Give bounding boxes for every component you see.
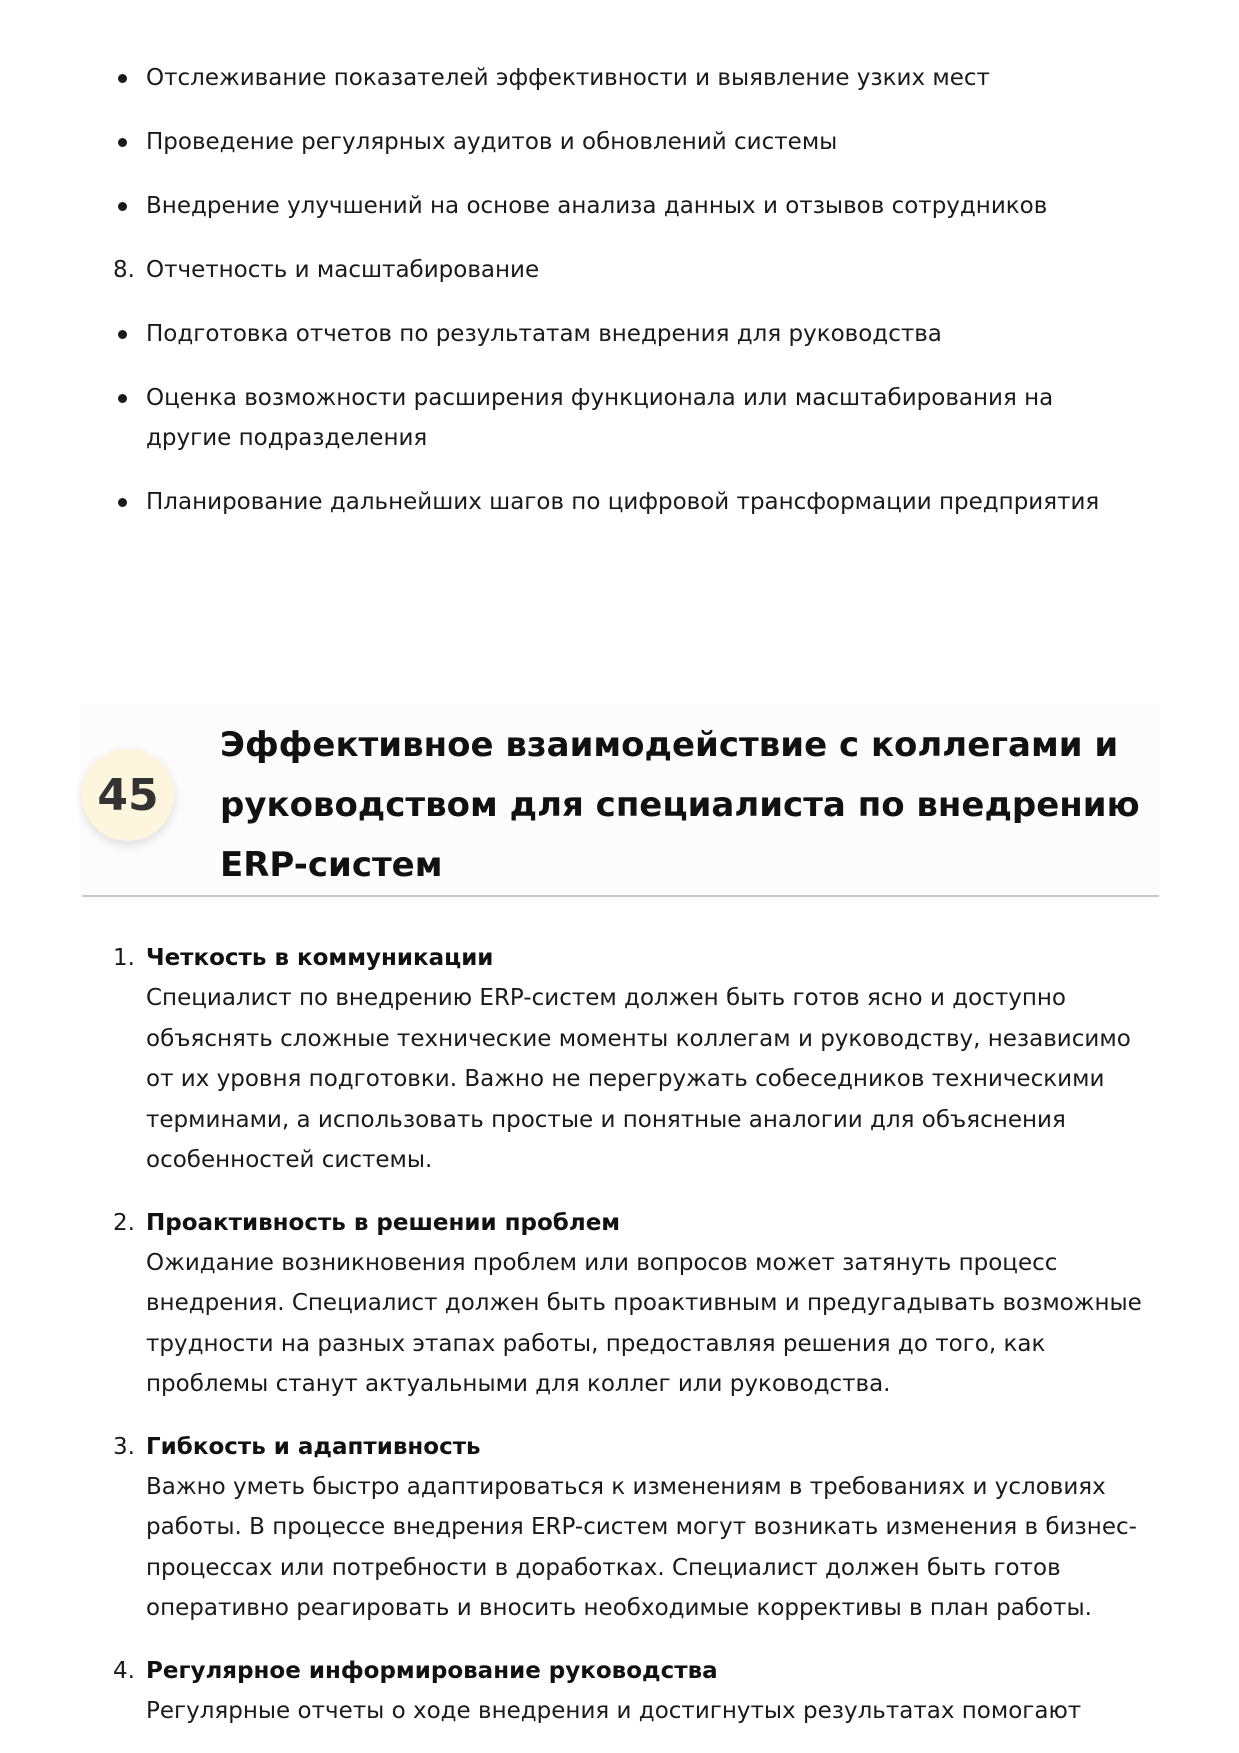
- item-heading: Гибкость и адаптивность: [146, 1433, 481, 1460]
- numbered-list-item: [113, 1651, 1163, 1732]
- numbered-list-item: [113, 250, 1118, 290]
- item-body: Ожидание возникновения проблем или вопросов может затянуть процесс внедрения. Специалист должен быть проактивным и предугадывать возможные трудности на разных этапах работы, предоставляя решения до того, как проблемы станут актуальными для коллег или руководства.: [146, 1249, 1142, 1397]
- list-item-text: Внедрение улучшений на основе анализа данных и отзывов сотрудников: [146, 193, 1048, 219]
- list-item-text: Отчетность и масштабирование: [146, 257, 540, 283]
- list-item: [118, 122, 1118, 162]
- numbered-list-item: [113, 1427, 1163, 1629]
- item-body: Специалист по внедрению ERP-систем должен быть готов ясно и доступно объяснять сложные технические моменты коллегам и руководству, независимо от их уровня подготовки. Важно не перегружать собеседников техническими терминами, а использовать простые и понятные аналогии для объяснения особенностей системы.: [146, 985, 1131, 1173]
- list-number: 3.: [113, 1433, 135, 1460]
- list-item: [118, 314, 1118, 354]
- list-item-text: Планирование дальнейших шагов по цифровой трансформации предприятия: [146, 489, 1100, 515]
- item-body: Важно уметь быстро адаптироваться к изменениям в требованиях и условиях работы. В процессе внедрения ERP-систем могут возникать изменения в бизнес-процессах или потребности в доработках. Специалист должен быть готов оперативно реагировать и вносить необходимые коррективы в план работы.: [146, 1473, 1137, 1621]
- numbered-list: [113, 938, 1163, 1753]
- section-number-badge: 45: [82, 749, 174, 841]
- list-item: [118, 58, 1118, 98]
- item-heading: Регулярное информирование руководства: [146, 1657, 718, 1684]
- list-item: [118, 186, 1118, 226]
- list-number: 1.: [113, 945, 135, 971]
- item-body: Регулярные отчеты о ходе внедрения и достигнутых результатах помогают: [146, 1697, 1082, 1724]
- item-heading: Проактивность в решении проблем: [146, 1209, 621, 1236]
- list-item-text: Подготовка отчетов по результатам внедрения для руководства: [146, 321, 942, 347]
- numbered-list-item: [113, 1203, 1163, 1405]
- section-header: [82, 705, 1159, 897]
- list-item-text: Отслеживание показателей эффективности и выявление узких мест: [146, 65, 990, 91]
- list-item: [118, 482, 1118, 522]
- list-item: [118, 378, 1118, 458]
- list-number: 4.: [113, 1657, 135, 1684]
- numbered-list-item: [113, 938, 1163, 1181]
- item-heading: Четкость в коммуникации: [146, 945, 494, 971]
- list-item-text: Оценка возможности расширения функционала или масштабирования на другие подразделения: [146, 385, 1054, 451]
- list-item-text: Проведение регулярных аудитов и обновлений системы: [146, 129, 838, 155]
- continued-list: [113, 58, 1118, 546]
- list-number: 2.: [113, 1209, 135, 1236]
- list-number: 8.: [113, 257, 135, 283]
- section-title: Эффективное взаимодействие с коллегами и руководством для специалиста по внедрению ERP-систем: [220, 725, 1140, 885]
